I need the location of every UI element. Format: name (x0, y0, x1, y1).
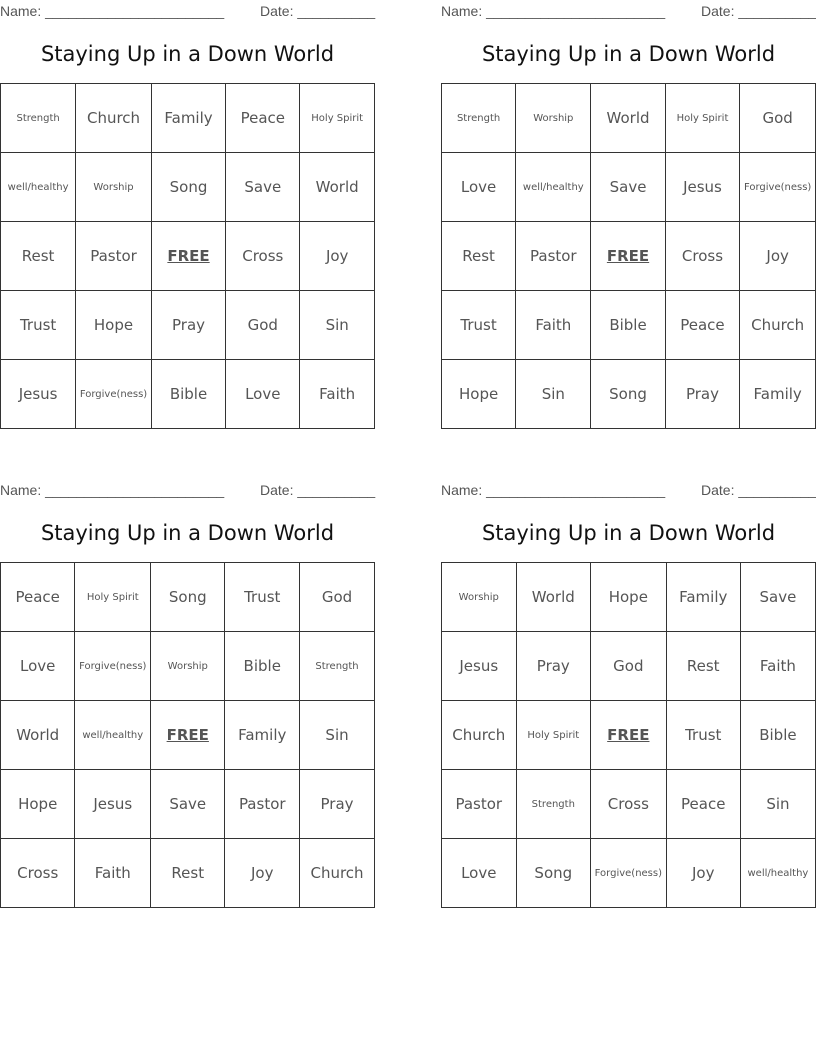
bingo-cell: Strength (442, 84, 516, 153)
bingo-cell: Sin (300, 701, 375, 770)
grid-row (1, 632, 375, 701)
bingo-cell: Bible (151, 360, 225, 429)
bingo-cell: World (516, 563, 590, 632)
bingo-card-3 (0, 479, 376, 882)
bingo-cell: Forgive(ness) (75, 632, 151, 701)
bingo-card-1 (0, 0, 376, 403)
bingo-cell: Song (151, 153, 225, 222)
bingo-cell: Peace (1, 563, 75, 632)
bingo-cell: Faith (516, 291, 591, 360)
grid-row (442, 153, 816, 222)
grid-row (1, 291, 375, 360)
bingo-cell: Pray (665, 360, 740, 429)
bingo-cell: Bible (591, 291, 665, 360)
bingo-cell: well/healthy (75, 701, 151, 770)
bingo-cell: Bible (740, 701, 815, 770)
bingo-cell: Pastor (76, 222, 152, 291)
bingo-cell: Sin (516, 360, 591, 429)
date-label: Date: __________ (701, 3, 816, 19)
bingo-cell: Trust (666, 701, 740, 770)
bingo-cell: Strength (300, 632, 375, 701)
card-title: Staying Up in a Down World (40, 521, 335, 545)
card-title: Staying Up in a Down World (481, 42, 776, 66)
bingo-cell: Joy (225, 839, 300, 908)
bingo-cell: Save (226, 153, 300, 222)
card-title: Staying Up in a Down World (481, 521, 776, 545)
bingo-cell: Love (442, 839, 517, 908)
bingo-cell: Jesus (442, 632, 517, 701)
bingo-cell: Save (740, 563, 815, 632)
bingo-cell: Hope (1, 770, 75, 839)
bingo-cell: Joy (300, 222, 375, 291)
bingo-cell: Love (442, 153, 516, 222)
bingo-cell: Joy (666, 839, 740, 908)
bingo-cell: Rest (442, 222, 516, 291)
bingo-cell: Joy (740, 222, 816, 291)
bingo-cell: God (740, 84, 816, 153)
bingo-cell: Sin (740, 770, 815, 839)
bingo-cell: Forgive(ness) (591, 839, 667, 908)
bingo-cell: Pastor (516, 222, 591, 291)
bingo-cell: Family (225, 701, 300, 770)
grid-row (442, 770, 816, 839)
bingo-cell: Holy Spirit (300, 84, 375, 153)
free-space: FREE (591, 701, 667, 770)
grid-row (442, 839, 816, 908)
name-label: Name: _______________________ (0, 482, 225, 498)
bingo-cell: World (591, 84, 665, 153)
card-header (441, 479, 816, 501)
card-header (441, 0, 816, 22)
grid-row (1, 153, 375, 222)
bingo-cell: Church (442, 701, 517, 770)
bingo-cell: Strength (1, 84, 76, 153)
bingo-card-2 (441, 0, 816, 403)
bingo-cell: Save (591, 153, 665, 222)
bingo-cell: Worship (76, 153, 152, 222)
bingo-cell: Peace (665, 291, 740, 360)
card-header (0, 0, 375, 22)
grid-row (442, 360, 816, 429)
bingo-cell: Trust (1, 291, 76, 360)
bingo-cell: Church (76, 84, 152, 153)
bingo-cell: World (1, 701, 75, 770)
bingo-grid (441, 562, 816, 908)
bingo-cell: Rest (666, 632, 740, 701)
bingo-cell: Holy Spirit (665, 84, 740, 153)
card-header (0, 479, 375, 501)
grid-row (442, 84, 816, 153)
bingo-grid (0, 83, 375, 429)
bingo-cell: Sin (300, 291, 375, 360)
bingo-cell: Pastor (225, 770, 300, 839)
bingo-cell: Faith (740, 632, 815, 701)
grid-row (1, 839, 375, 908)
bingo-cell: God (300, 563, 375, 632)
bingo-cell: Worship (442, 563, 517, 632)
bingo-cell: Song (591, 360, 665, 429)
free-space: FREE (151, 222, 225, 291)
bingo-cell: Cross (1, 839, 75, 908)
grid-row (1, 360, 375, 429)
card-title: Staying Up in a Down World (40, 42, 335, 66)
bingo-cell: Pray (151, 291, 225, 360)
bingo-grid (0, 562, 375, 908)
bingo-card-4 (441, 479, 816, 882)
bingo-cell: Trust (442, 291, 516, 360)
grid-row (442, 291, 816, 360)
bingo-cell: Bible (225, 632, 300, 701)
bingo-grid (441, 83, 816, 429)
grid-row (1, 770, 375, 839)
bingo-cell: well/healthy (740, 839, 815, 908)
bingo-cell: Strength (516, 770, 590, 839)
bingo-cell: Hope (76, 291, 152, 360)
name-label: Name: _______________________ (441, 482, 666, 498)
bingo-cell: Peace (666, 770, 740, 839)
free-space: FREE (591, 222, 665, 291)
bingo-cell: Rest (151, 839, 225, 908)
grid-row (442, 222, 816, 291)
bingo-cell: Family (151, 84, 225, 153)
bingo-cell: Worship (151, 632, 225, 701)
bingo-cell: Pastor (442, 770, 517, 839)
date-label: Date: __________ (260, 3, 376, 19)
bingo-cell: Love (1, 632, 75, 701)
bingo-cell: well/healthy (1, 153, 76, 222)
date-label: Date: __________ (701, 482, 816, 498)
bingo-cell: Cross (591, 770, 667, 839)
grid-row (1, 701, 375, 770)
bingo-cell: Hope (442, 360, 516, 429)
bingo-cell: Trust (225, 563, 300, 632)
bingo-cell: World (300, 153, 375, 222)
bingo-cell: Jesus (665, 153, 740, 222)
bingo-cell: Worship (516, 84, 591, 153)
bingo-cell: Family (666, 563, 740, 632)
bingo-cell: Holy Spirit (75, 563, 151, 632)
name-label: Name: _______________________ (0, 3, 225, 19)
bingo-cell: Song (516, 839, 590, 908)
bingo-cell: Forgive(ness) (740, 153, 816, 222)
grid-row (1, 222, 375, 291)
bingo-cell: Pray (300, 770, 375, 839)
bingo-cell: Faith (300, 360, 375, 429)
grid-row (442, 632, 816, 701)
bingo-cell: Faith (75, 839, 151, 908)
bingo-cell: Rest (1, 222, 76, 291)
free-space: FREE (151, 701, 225, 770)
bingo-cell: God (591, 632, 667, 701)
bingo-cell: Church (300, 839, 375, 908)
bingo-cell: Love (226, 360, 300, 429)
bingo-cell: Peace (226, 84, 300, 153)
bingo-cell: Cross (226, 222, 300, 291)
grid-row (442, 701, 816, 770)
bingo-cell: Holy Spirit (516, 701, 590, 770)
bingo-cell: Church (740, 291, 816, 360)
bingo-cell: Jesus (1, 360, 76, 429)
bingo-cell: God (226, 291, 300, 360)
bingo-cell: Cross (665, 222, 740, 291)
name-label: Name: _______________________ (441, 3, 666, 19)
bingo-cell: Song (151, 563, 225, 632)
bingo-cell: well/healthy (516, 153, 591, 222)
grid-row (442, 563, 816, 632)
date-label: Date: __________ (260, 482, 376, 498)
bingo-cell: Pray (516, 632, 590, 701)
bingo-cell: Forgive(ness) (76, 360, 152, 429)
bingo-cell: Family (740, 360, 816, 429)
bingo-cell: Jesus (75, 770, 151, 839)
grid-row (1, 563, 375, 632)
grid-row (1, 84, 375, 153)
bingo-cell: Save (151, 770, 225, 839)
bingo-cell: Hope (591, 563, 667, 632)
